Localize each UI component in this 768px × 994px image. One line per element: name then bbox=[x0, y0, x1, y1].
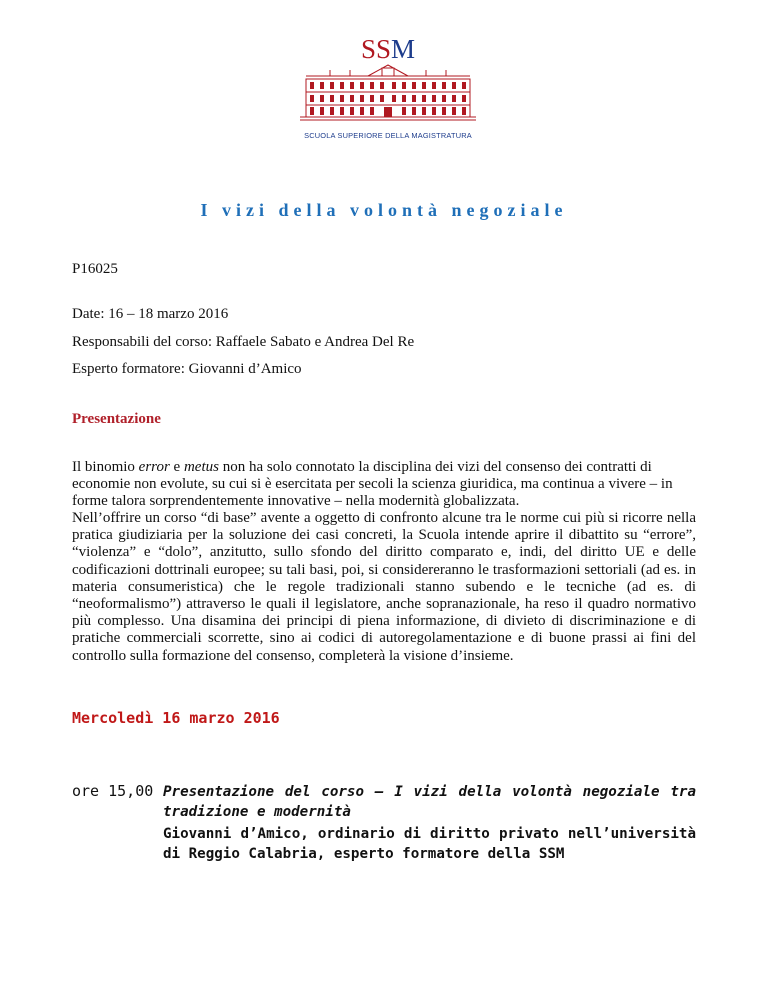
logo-wordmark: SSM bbox=[360, 34, 416, 64]
course-dates: Date: 16 – 18 marzo 2016 bbox=[72, 306, 229, 322]
logo-caption-text: SCUOLA SUPERIORE DELLA MAGISTRATURA bbox=[304, 131, 472, 140]
course-code: P16025 bbox=[72, 261, 118, 277]
session-speaker: Giovanni d’Amico, ordinario di diritto privato nell’università di Reggio Calabria, esperto formatore della SSM bbox=[163, 826, 696, 862]
ssm-logo bbox=[300, 36, 476, 146]
paragraph-line: Il binomio error e metus non ha solo connotato la disciplina dei vizi del consenso dei contratti di bbox=[72, 459, 652, 475]
schedule-day: Mercoledì 16 marzo 2016 bbox=[72, 709, 280, 727]
course-expert: Esperto formatore: Giovanni d’Amico bbox=[72, 361, 302, 377]
logo-caption bbox=[300, 131, 476, 140]
paragraph-line: economie non evolute, su cui si è esercitata per secoli la scienza giuridica, ma continua a vivere – in bbox=[72, 476, 673, 493]
latin-term: metus bbox=[183, 459, 219, 475]
latin-term: error bbox=[138, 459, 170, 475]
course-organizers: Responsabili del corso: Raffaele Sabato e Andrea Del Re bbox=[72, 334, 415, 350]
presentation-paragraph-2: Nell’offrire un corso “di base” avente a oggetto di confronto alcune tra le norme cui più si ricorre nella pratica giudiziaria per la soluzione dei casi concreti, la Scuola intende aprire il dibattito su “errore”, “violenza” e “dolo”, anzitutto, sullo sfondo del diritto comparato e, indi, del diritto UE e delle codificazioni dottrinali europee; su tali basi, poi, si considereranno le trasformazioni settoriali (ad es. in materia consumeristica) che le regole tradizionali stanno subendo e le tecniche (ad es. di “neoformalismo”) attraverso le quali il legislatore, anche sopranazionale, ha reso il quadro normativo più complesso. Una disamina dei principi di piena informazione, di divieto di discriminazione e di pratiche commerciali scorrette, sino ai codici di autoregolamentazione e di buone prassi ai fini del controllo sulla formazione del consenso, completerà la visione d’insieme. bbox=[72, 510, 696, 664]
paragraph-line: forme talora sorprendentemente innovative – nella modernità globalizzata. bbox=[72, 493, 520, 510]
presentation-paragraph-1 bbox=[72, 459, 696, 511]
building-illustration-icon bbox=[300, 62, 476, 124]
session-title: Presentazione del corso – I vizi della volontà negoziale tra tradizione e modernità bbox=[163, 784, 696, 820]
document-title: I vizi della volontà negoziale bbox=[200, 200, 568, 220]
session-time: ore 15,00 bbox=[72, 782, 154, 800]
section-heading: Presentazione bbox=[72, 411, 161, 427]
